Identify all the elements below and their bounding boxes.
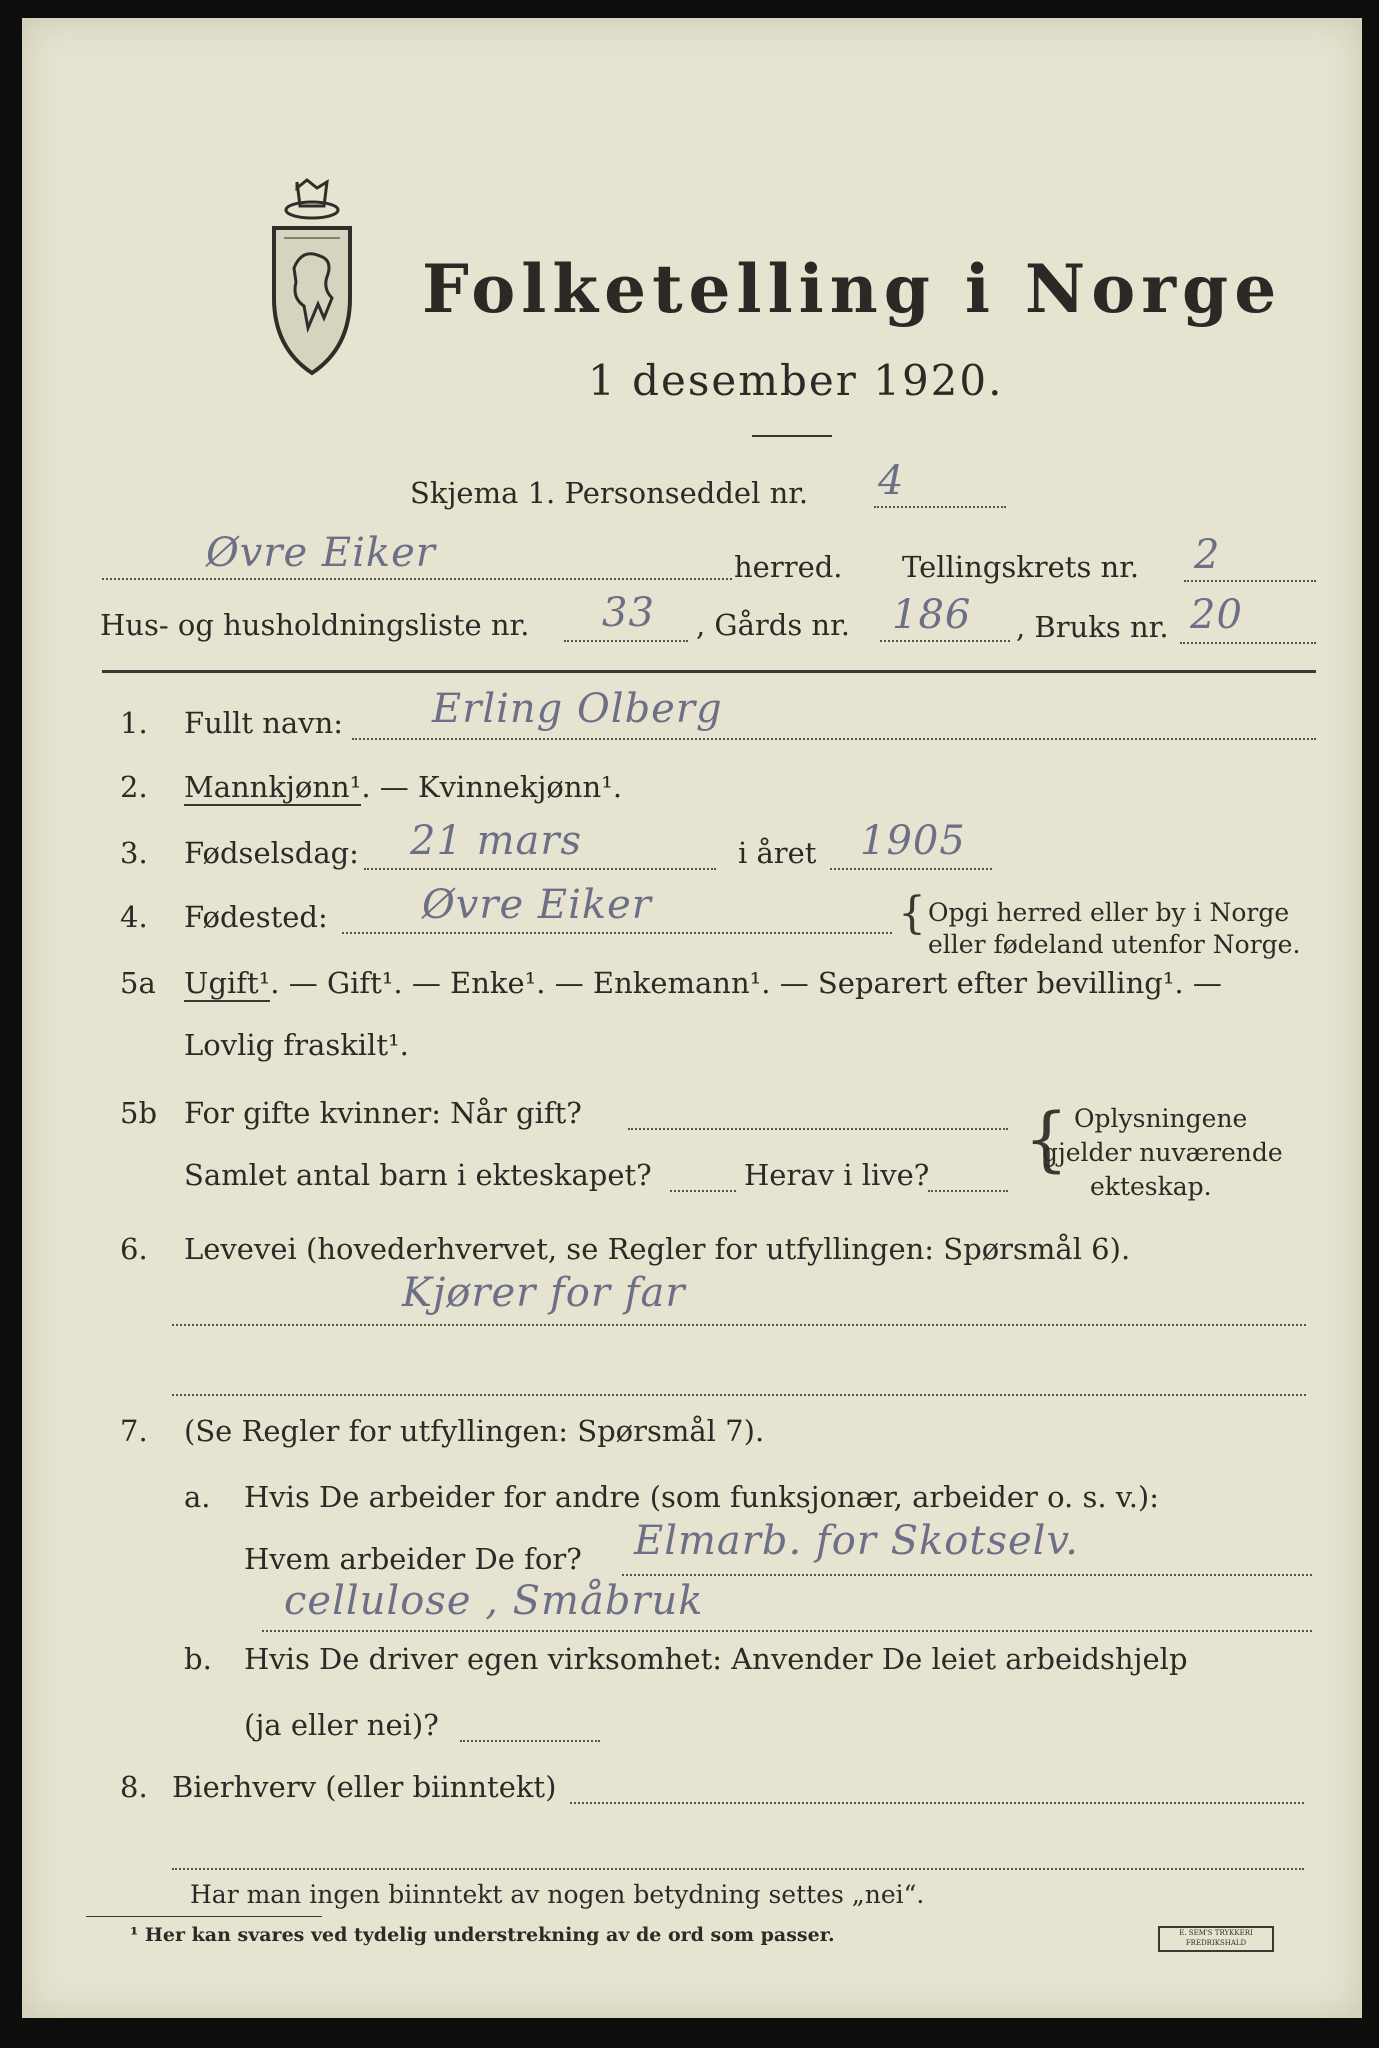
coat-of-arms-icon [262,178,362,378]
q3-label: Fødselsdag: [184,836,359,870]
footnote: ¹ Her kan svares ved tydelig understrekning av de ord som passer. [130,1924,835,1946]
q2-label: Mannkjønn¹. — Kvinnekjønn¹. [184,770,623,804]
ugift-option: Ugift¹ [184,966,271,1000]
q5a-label-2: Lovlig fraskilt¹. [184,1028,409,1062]
form-title: Folketelling i Norge [422,250,1283,328]
tellingskrets-value: 2 [1194,532,1221,578]
q3-year-value: 1905 [860,818,966,864]
q4-number: 4. [120,900,148,934]
q5a-number: 5a [120,966,156,1000]
bruks-value: 20 [1190,592,1243,638]
q1-number: 1. [120,706,148,740]
q5b-label: For gifte kvinner: Når gift? [184,1096,582,1130]
herred-label: herred. [734,550,843,584]
q7b-letter: b. [184,1642,212,1676]
gards-value: 186 [892,592,972,638]
q5b-alive-label: Herav i live? [744,1158,930,1192]
q5b-note-3: ekteskap. [1090,1172,1212,1201]
census-date: 1 desember 1920. [588,356,1004,405]
census-form: Folketelling i Norge 1 desember 1920. Skjema 1. Personseddel nr. 4 Øvre Eiker herred. Tellingskrets nr. 2 Hus- og husholdningsliste nr. 33 , Gårds nr. 186 , Bruks nr. 20 1. Fullt navn: Erling Olberg 2. Mannkjønn¹. — Kvinnekjønn¹. 3. Fødselsdag: 21 mars i året 1905 4. Fødested: Øvre Eiker { Opgi herred eller by i Norge eller fødeland utenfor Norge. 5a Ugift¹. — Gift¹. — Enke¹. — Enkemann¹. — Separert efter bevilling¹. — Lovlig fraskilt¹. 5b For gifte kvinner: Når gift? Samlet antal barn i ekteskapet? Herav i live? { Oplysningene gjelder nuværende ekteskap. 6. Levevei (hovederhvervet, se Regler for utfyllingen: Spørsmål 6). Kjører for far 7. (Se Regler for utfyllingen: Spørsmål 7). a. Hvis De arbeider for andre (som funksjonær, arbeider o. s. v.): Hvem arbeider De for? Elmarb. for Skotselv. cellulose , Småbruk b. Hvis De driver egen virksomhet: Anvender De leiet arbeidshjelp (ja eller nei)? 8. Bierhverv (eller biinntekt) Har man ingen biinntekt av nogen betydning settes „nei“. ¹ Her kan svares ved tydelig understrekning av de ord som passer. E. SEM'S TRYKKERI FREDRIKSHALD [22,18,1362,2018]
q7a-label: Hvis De arbeider for andre (som funksjonær, arbeider o. s. v.): [244,1480,1160,1514]
income-note: Har man ingen biinntekt av nogen betydning settes „nei“. [190,1880,925,1909]
q5b-children-label: Samlet antal barn i ekteskapet? [184,1158,652,1192]
bruks-label: , Bruks nr. [1016,610,1169,644]
q6-value: Kjører for far [402,1270,686,1316]
q3-value: 21 mars [410,818,583,864]
q7a-value: Elmarb. for Skotselv. [634,1518,1080,1564]
q1-value: Erling Olberg [432,686,723,732]
divider [752,435,832,437]
husliste-label: Hus- og husholdningsliste nr. [100,608,530,642]
q7a-value-2: cellulose , Småbruk [284,1578,704,1624]
q8-number: 8. [120,1770,148,1804]
q7b-question: (ja eller nei)? [244,1708,439,1742]
husliste-value: 33 [602,590,655,636]
gards-label: , Gårds nr. [696,608,850,642]
herred-value: Øvre Eiker [206,530,436,576]
q2-number: 2. [120,770,148,804]
q8-label: Bierhverv (eller biinntekt) [172,1770,557,1804]
q4-label: Fødested: [184,900,328,934]
q1-label: Fullt navn: [184,706,344,740]
tellingskrets-label: Tellingskrets nr. [902,550,1140,584]
q7-label: (Se Regler for utfyllingen: Spørsmål 7). [184,1414,765,1448]
printer-stamp: E. SEM'S TRYKKERI FREDRIKSHALD [1158,1926,1274,1952]
q3-number: 3. [120,836,148,870]
q6-number: 6. [120,1232,148,1266]
q4-note-2: eller fødeland utenfor Norge. [928,930,1301,959]
q7a-question: Hvem arbeider De for? [244,1542,582,1576]
q5b-number: 5b [120,1096,158,1130]
q5b-note-2: gjelder nuværende [1042,1138,1283,1167]
q5b-note-1: Oplysningene [1074,1104,1248,1133]
q7b-label: Hvis De driver egen virksomhet: Anvender De leiet arbeidshjelp [244,1642,1188,1676]
schema-label: Skjema 1. Personseddel nr. [410,476,809,510]
q5a-label: Ugift¹. — Gift¹. — Enke¹. — Enkemann¹. — Separert efter bevilling¹. — [184,966,1222,1000]
mannkjonn-option: Mannkjønn¹ [184,770,362,804]
personseddel-value: 4 [878,458,905,504]
q7-number: 7. [120,1414,148,1448]
q4-note-1: Opgi herred eller by i Norge [928,898,1290,927]
q4-value: Øvre Eiker [422,882,652,928]
q7a-letter: a. [184,1480,211,1514]
q6-label: Levevei (hovederhvervet, se Regler for utfyllingen: Spørsmål 6). [184,1232,1131,1266]
q3-year-label: i året [738,836,817,870]
